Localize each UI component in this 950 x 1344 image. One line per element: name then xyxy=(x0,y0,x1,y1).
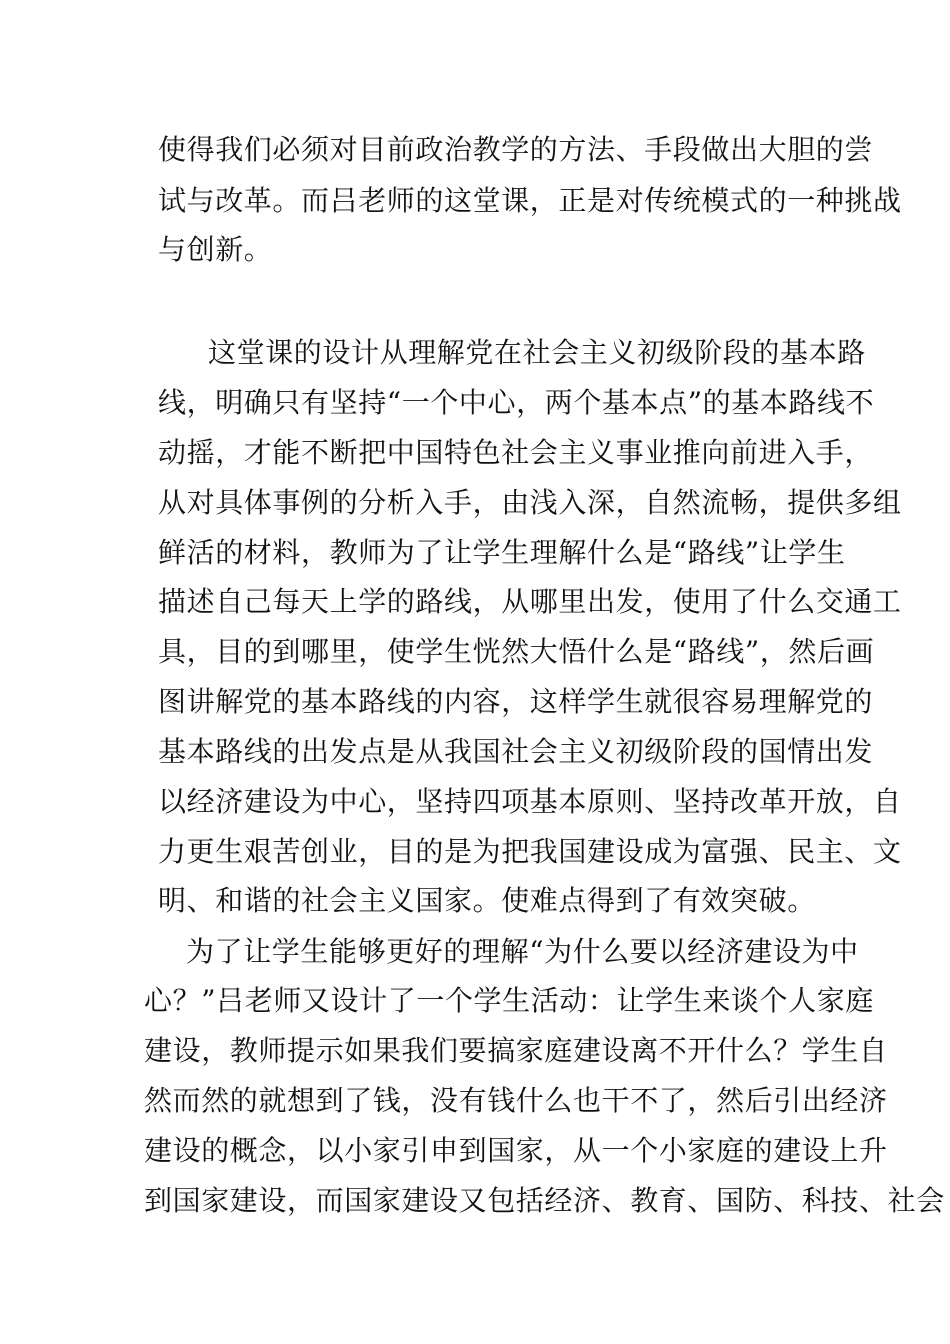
text-line: 以经济建设为中心，坚持四项基本原则、坚持改革开放，自 xyxy=(158,785,902,818)
text-line: 从对具体事例的分析入手，由浅入深，自然流畅，提供多组 xyxy=(158,486,902,519)
text-line: 为了让学生能够更好的理解“为什么要以经济建设为中 xyxy=(186,935,859,968)
text-line: 动摇，才能不断把中国特色社会主义事业推向前进入手， xyxy=(158,436,874,469)
text-line: 明、和谐的社会主义国家。使难点得到了有效突破。 xyxy=(158,884,816,917)
text-line: 力更生艰苦创业，目的是为把我国建设成为富强、民主、文 xyxy=(158,835,902,868)
text-line: 这堂课的设计从理解党在社会主义初级阶段的基本路 xyxy=(208,336,866,369)
text-line: 描述自己每天上学的路线，从哪里出发，使用了什么交通工 xyxy=(158,585,902,618)
text-line: 鲜活的材料，教师为了让学生理解什么是“路线”让学生 xyxy=(158,536,846,569)
text-line: 使得我们必须对目前政治教学的方法、手段做出大胆的尝 xyxy=(158,133,874,166)
text-line: 具，目的到哪里，使学生恍然大悟什么是“路线”，然后画 xyxy=(158,635,875,668)
text-line: 心？”吕老师又设计了一个学生活动：让学生来谈个人家庭 xyxy=(144,984,874,1017)
text-line: 建设，教师提示如果我们要搞家庭建设离不开什么？学生自 xyxy=(144,1034,888,1067)
text-line: 试与改革。而吕老师的这堂课，正是对传统模式的一种挑战 xyxy=(158,184,902,217)
text-line: 线，明确只有坚持“一个中心，两个基本点”的基本路线不 xyxy=(158,386,875,419)
text-line: 然而然的就想到了钱，没有钱什么也干不了，然后引出经济 xyxy=(144,1084,888,1117)
text-line: 图讲解党的基本路线的内容，这样学生就很容易理解党的 xyxy=(158,685,874,718)
text-line: 到国家建设，而国家建设又包括经济、教育、国防、科技、社会 xyxy=(144,1184,945,1217)
text-line: 建设的概念，以小家引申到国家，从一个小家庭的建设上升 xyxy=(144,1134,888,1167)
text-line: 基本路线的出发点是从我国社会主义初级阶段的国情出发 xyxy=(158,735,874,768)
text-line: 与创新。 xyxy=(158,233,273,266)
